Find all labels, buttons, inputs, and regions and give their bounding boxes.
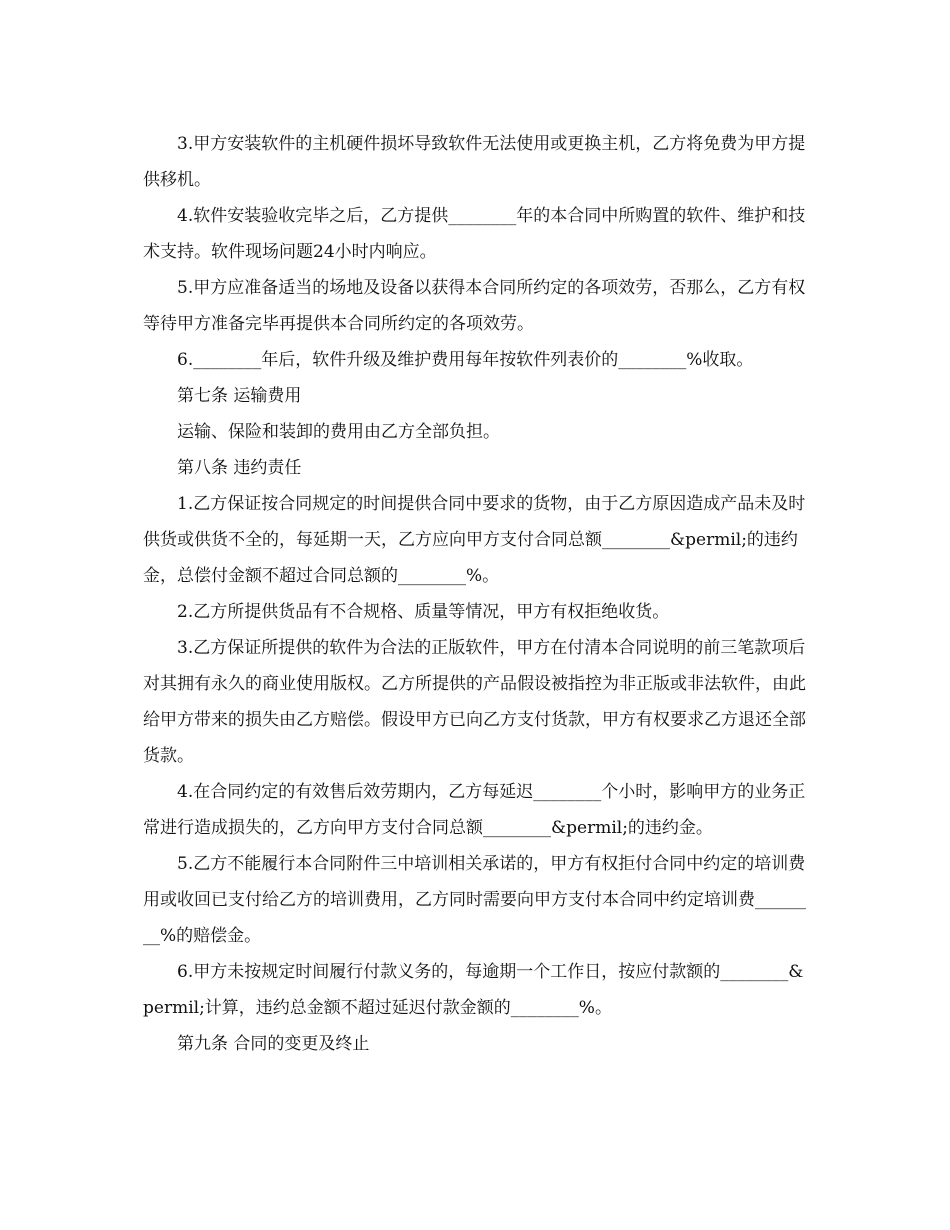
- clause-paragraph: 2.乙方所提供货品有不合规格、质量等情况，甲方有权拒绝收货。: [177, 602, 670, 622]
- clause-paragraph: 3.乙方保证所提供的软件为合法的正版软件，甲方在付清本合同说明的前三笔款项后对其拥有永久的商业使用版权。乙方所提供的产品假设被指控为非正版或非法软件，由此给甲方带来的损失由乙方赔偿。假设甲方已向乙方支付货款，甲方有权要求乙方退还全部货款。: [143, 638, 806, 766]
- clause-paragraph: 5.甲方应准备适当的场地及设备以获得本合同所约定的各项效劳，否那么，乙方有权等待甲方准备完毕再提供本合同所约定的各项效劳。: [143, 278, 806, 334]
- clause-paragraph: 4.软件安装验收完毕之后，乙方提供________年的本合同中所购置的软件、维护和技术支持。软件现场问题24小时内响应。: [143, 206, 806, 262]
- clause-paragraph: 5.乙方不能履行本合同附件三中培训相关承诺的，甲方有权拒付合同中约定的培训费用或收回已支付给乙方的培训费用，乙方同时需要向甲方支付本合同中约定培训费________%的赔偿金。: [143, 854, 806, 946]
- clause-paragraph: 3.甲方安装软件的主机硬件损坏导致软件无法使用或更换主机，乙方将免费为甲方提供移机。: [143, 134, 806, 190]
- document-body: [143, 126, 808, 1062]
- clause-paragraph: 6.________年后，软件升级及维护费用每年按软件列表价的________%收取。: [177, 350, 754, 370]
- clause-paragraph: 1.乙方保证按合同规定的时间提供合同中要求的货物，由于乙方原因造成产品未及时供货或供货不全的，每延期一天，乙方应向甲方支付合同总额________&permil;的违约金，总偿付金额不超过合同总额的________%。: [143, 494, 806, 586]
- clause-paragraph: 6.甲方未按规定时间履行付款义务的，每逾期一个工作日，按应付款额的________&permil;计算，违约总金额不超过延迟付款金额的________%。: [143, 962, 804, 1018]
- section-heading-article-9: 第九条 合同的变更及终止: [177, 1034, 370, 1054]
- clause-paragraph: 运输、保险和装卸的费用由乙方全部负担。: [177, 422, 500, 442]
- clause-paragraph: 4.在合同约定的有效售后效劳期内，乙方每延迟________个小时，影响甲方的业务正常进行造成损失的，乙方向甲方支付合同总额________&permil;的违约金。: [143, 782, 806, 838]
- section-heading-article-8: 第八条 违约责任: [177, 458, 302, 478]
- section-heading-article-7: 第七条 运输费用: [177, 386, 302, 406]
